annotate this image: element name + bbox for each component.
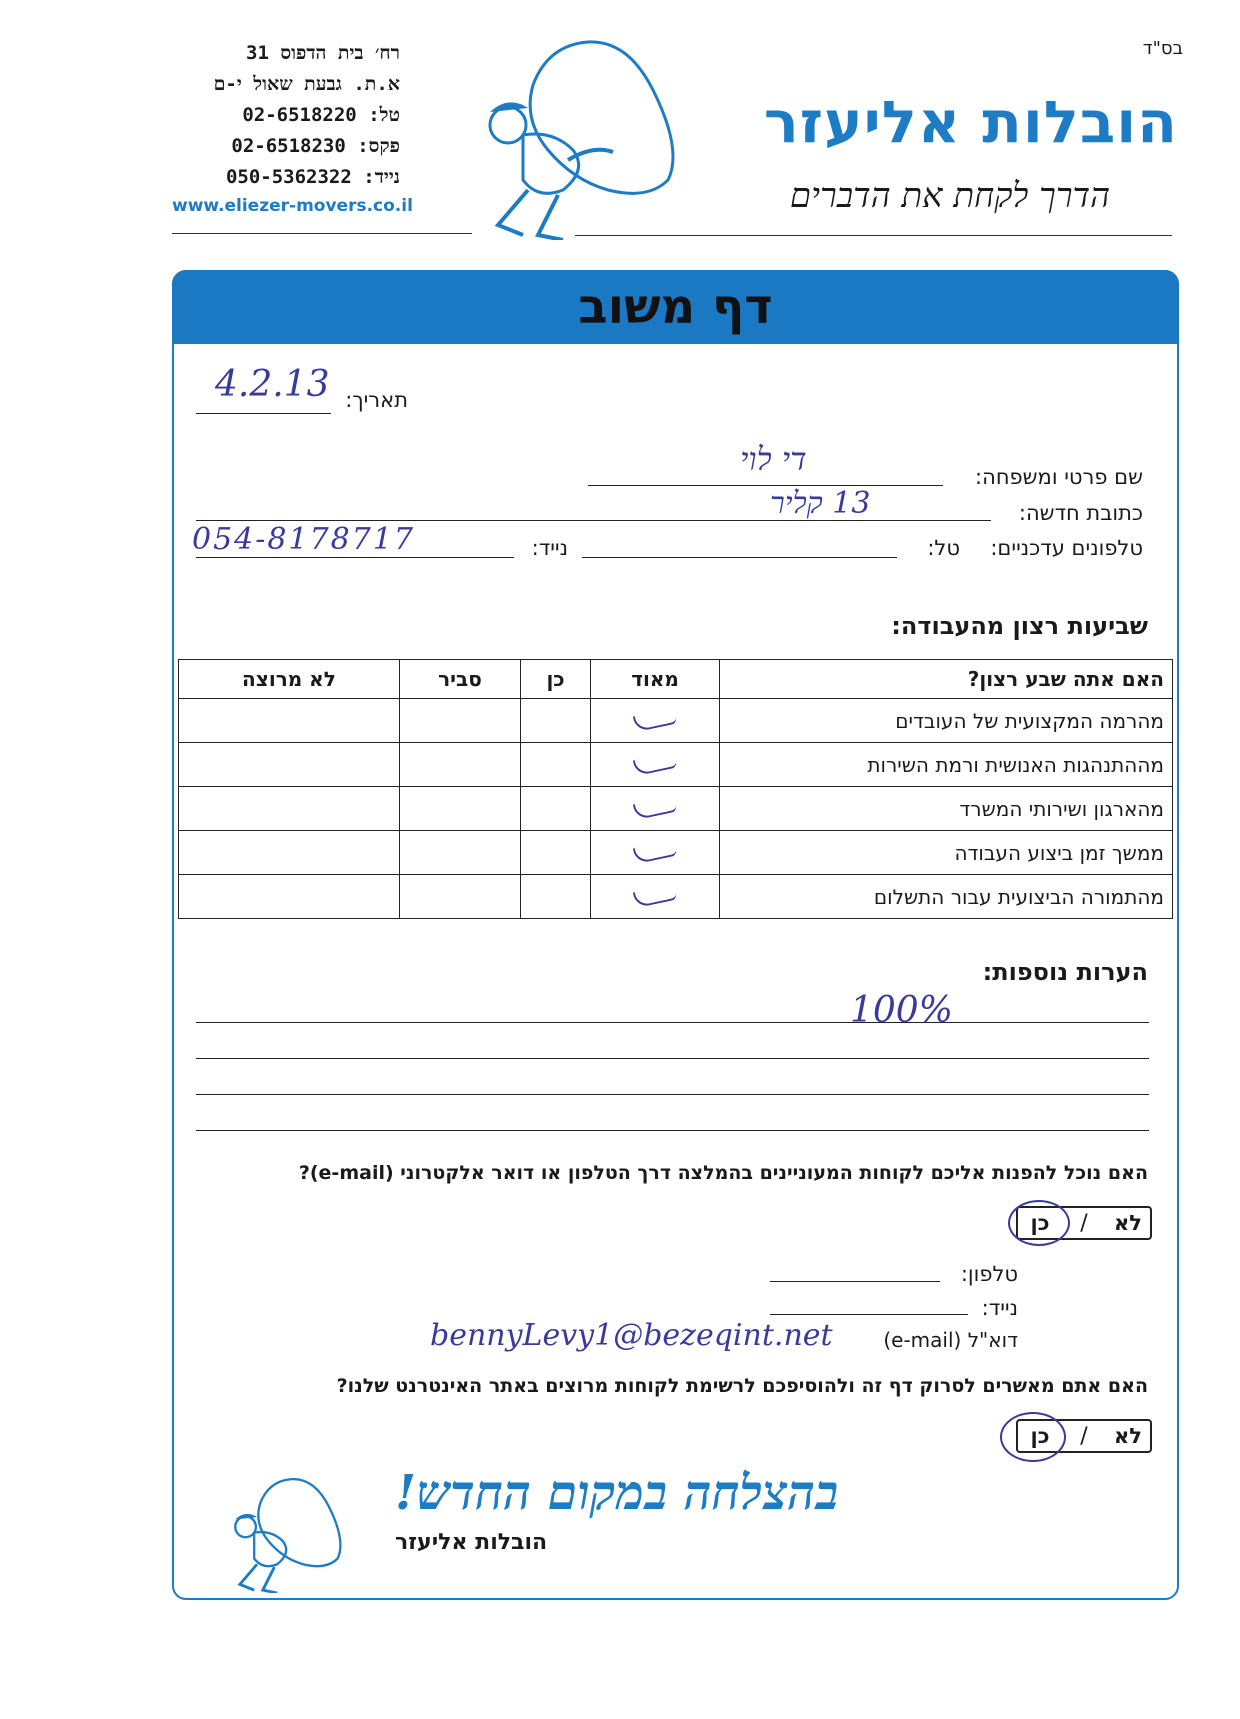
address-line: א.ת. גבעת שאול י-ם: [213, 73, 400, 95]
rating-cell-very[interactable]: [591, 699, 720, 743]
contact-mobile-label: נייד:: [981, 1296, 1018, 1320]
rating-cell-yes[interactable]: [520, 787, 590, 831]
rating-cell-fair[interactable]: [399, 875, 520, 919]
phones-label: טלפונים עדכניים:: [990, 536, 1143, 560]
rating-cell-very[interactable]: [591, 743, 720, 787]
notes-value[interactable]: 100%: [850, 990, 953, 1031]
selected-circle-icon: [1008, 1200, 1070, 1246]
contact-phone-line: [770, 1281, 940, 1282]
no-option[interactable]: לא: [1114, 1211, 1142, 1235]
good-luck-message: בהצלחה במקום החדש!: [395, 1465, 839, 1521]
mobile-value[interactable]: 054-8178717: [192, 522, 416, 557]
notes-line: [196, 1094, 1149, 1095]
rating-cell-unsatisfied[interactable]: [179, 743, 400, 787]
rating-cell-unsatisfied[interactable]: [179, 699, 400, 743]
mover-mascot-icon: [228, 1478, 358, 1593]
contact-email-value[interactable]: bennyLevy1@bezeqint.net: [430, 1318, 833, 1353]
address-line: רח׳ בית הדפוס 31: [246, 42, 400, 64]
rating-cell-unsatisfied[interactable]: [179, 831, 400, 875]
mobile-label: נייד:: [531, 536, 568, 560]
contact-email-label: דוא"ל (e-mail): [883, 1328, 1018, 1352]
question-cell: מהארגון ושירותי המשרד: [720, 787, 1173, 831]
name-label: שם פרטי ומשפחה:: [975, 465, 1143, 489]
satisfaction-title: שביעות רצון מהעבודה:: [891, 612, 1148, 640]
table-header-row: [179, 660, 1173, 699]
fax-line: פקס: 02-6518230: [231, 135, 400, 157]
new-address-value[interactable]: 13 קליר: [770, 486, 871, 521]
rating-cell-yes[interactable]: [520, 875, 590, 919]
tel-line: [582, 557, 897, 558]
header-divider: [172, 233, 472, 234]
question-cell: ממשך זמן ביצוע העבודה: [720, 831, 1173, 875]
contact-mobile-line: [770, 1314, 968, 1315]
bsd-mark: בס"ד: [1142, 38, 1183, 59]
contact-phone-label: טלפון:: [960, 1262, 1018, 1286]
rating-cell-fair[interactable]: [399, 831, 520, 875]
footer-signature: הובלות אליעזר: [395, 1530, 548, 1555]
selected-circle-icon: [1000, 1412, 1066, 1462]
name-value[interactable]: די לוי: [740, 440, 807, 478]
date-value[interactable]: 4.2.13: [215, 364, 330, 405]
separator: /: [1080, 1423, 1088, 1449]
check-mark-icon: [633, 751, 677, 775]
address-line: [196, 520, 991, 521]
new-address-label: כתובת חדשה:: [1018, 501, 1143, 525]
question-cell: מהרמה המקצועית של העובדים: [720, 699, 1173, 743]
contact-details: [172, 38, 400, 193]
rating-cell-unsatisfied[interactable]: [179, 787, 400, 831]
table-row: [179, 787, 1173, 831]
rating-cell-very[interactable]: [591, 787, 720, 831]
notes-title: הערות נוספות:: [982, 958, 1148, 986]
column-header: סביר: [399, 660, 520, 699]
header-divider: [575, 235, 1172, 236]
rating-cell-yes[interactable]: [520, 831, 590, 875]
separator: /: [1080, 1210, 1088, 1236]
question-cell: מההתנהגות האנושית ורמת השירות: [720, 743, 1173, 787]
mobile-line: נייד: 050-5362322: [225, 166, 400, 188]
company-slogan: הדרך לקחת את הדברים: [789, 176, 1110, 216]
yes-option[interactable]: כן: [1030, 1424, 1050, 1448]
rating-cell-unsatisfied[interactable]: [179, 875, 400, 919]
satisfaction-table: [178, 659, 1173, 919]
date-label: תאריך:: [345, 388, 408, 412]
contact-permission-question: האם נוכל להפנות אליכם לקוחות המעוניינים בהמלצה דרך הטלפון או דואר אלקטרוני (e-mail)?: [298, 1162, 1148, 1184]
date-line: [196, 413, 331, 414]
table-row: [179, 875, 1173, 919]
notes-line: [196, 1130, 1149, 1131]
rating-cell-fair[interactable]: [399, 743, 520, 787]
table-row: [179, 699, 1173, 743]
column-header: כן: [520, 660, 590, 699]
no-option[interactable]: לא: [1114, 1424, 1142, 1448]
column-header: האם אתה שבע רצון?: [720, 660, 1173, 699]
publish-permission-question: האם אתם מאשרים לסרוק דף זה ולהוסיפכם לרשימת לקוחות מרוצים באתר האינטרנט שלנו?: [336, 1375, 1148, 1397]
name-line: [588, 485, 943, 486]
yes-option[interactable]: כן: [1030, 1211, 1050, 1235]
rating-cell-yes[interactable]: [520, 743, 590, 787]
rating-cell-very[interactable]: [591, 875, 720, 919]
column-header: מאוד: [591, 660, 720, 699]
rating-cell-very[interactable]: [591, 831, 720, 875]
tel-label: טל:: [927, 536, 960, 560]
website-link[interactable]: www.eliezer-movers.co.il: [172, 196, 413, 216]
check-mark-icon: [633, 883, 677, 907]
check-mark-icon: [633, 795, 677, 819]
rating-cell-fair[interactable]: [399, 787, 520, 831]
form-title: דף משוב: [578, 279, 773, 335]
column-header: לא מרוצה: [179, 660, 400, 699]
company-name: הובלות אליעזר: [763, 88, 1178, 156]
check-mark-icon: [633, 707, 677, 731]
mover-mascot-icon: [478, 40, 703, 240]
rating-cell-yes[interactable]: [520, 699, 590, 743]
phone-line: טל: 02-6518220: [242, 104, 400, 126]
notes-line: [196, 1022, 1149, 1023]
mobile-line: [196, 557, 514, 558]
check-mark-icon: [633, 839, 677, 863]
table-row: [179, 743, 1173, 787]
table-row: [179, 831, 1173, 875]
question-cell: מהתמורה הביצועית עבור התשלום: [720, 875, 1173, 919]
notes-line: [196, 1058, 1149, 1059]
rating-cell-fair[interactable]: [399, 699, 520, 743]
